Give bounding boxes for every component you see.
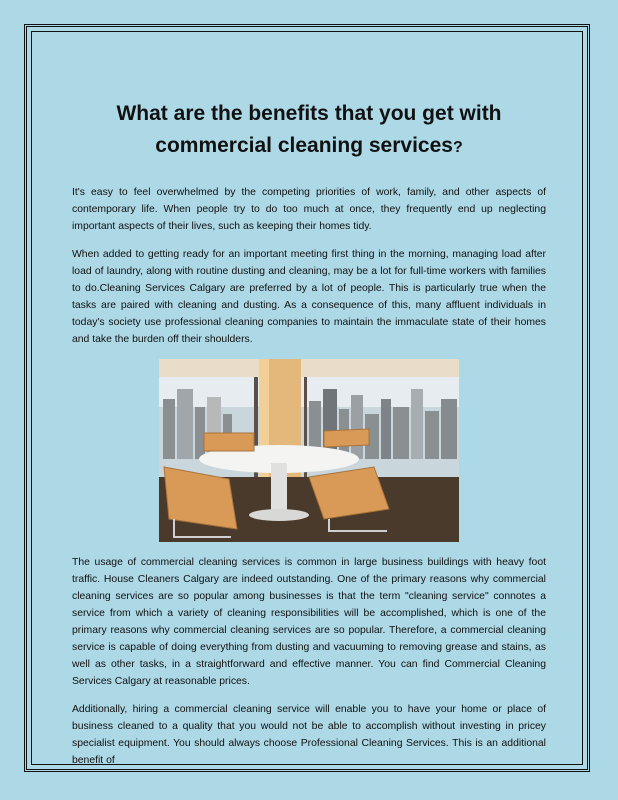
document-body	[72, 98, 546, 780]
paragraph-3: The usage of commercial cleaning services is common in large business buildings with heavy foot traffic. House Cleaners Calgary are indeed outstanding. One of the primary reasons why commercial cleaning services are so popular among businesses is that the term "cleaning service" connotes a service from which a variety of cleaning responsibilities will be accomplished, which is one of the primary reasons why commercial cleaning services are so popular. Therefore, a commercial cleaning service is capable of doing everything from dusting and vacuuming to removing grease and stains, as well as other tasks, in a straightforward and effective manner. You can find Commercial Cleaning Services Calgary at reasonable prices.	[72, 557, 546, 687]
title-question-mark: ?	[452, 139, 463, 156]
paragraph-2: When added to getting ready for an important meeting first thing in the morning, managing load after load of laundry, along with routine dusting and cleaning, may be a lot for full-time workers with families to do.Cleaning Services Calgary are preferred by a lot of people. This is particularly true when the tasks are paired with cleaning and dusting. As a consequence of this, many affluent individuals in today's society use professional cleaning companies to maintain the immaculate state of their homes and take the burden off their shoulders.	[72, 249, 546, 345]
paragraph-4: Additionally, hiring a commercial cleaning service will enable you to have your home or place of business cleaned to a quality that you would not be able to accomplish without investing in pricey specialist equipment. You should always choose Professional Cleaning Services. This is an additional benefit of	[72, 704, 546, 766]
office-room-image	[159, 359, 459, 542]
office-room-photo	[159, 359, 459, 542]
document-title	[72, 98, 546, 164]
paragraph-1: It's easy to feel overwhelmed by the competing priorities of work, family, and other aspects of contemporary life. When people try to do too much at once, they frequently end up neglecting important aspects of their lives, such as keeping their homes tidy.	[72, 187, 546, 232]
title-text: What are the benefits that you get with commercial cleaning services	[116, 102, 502, 157]
